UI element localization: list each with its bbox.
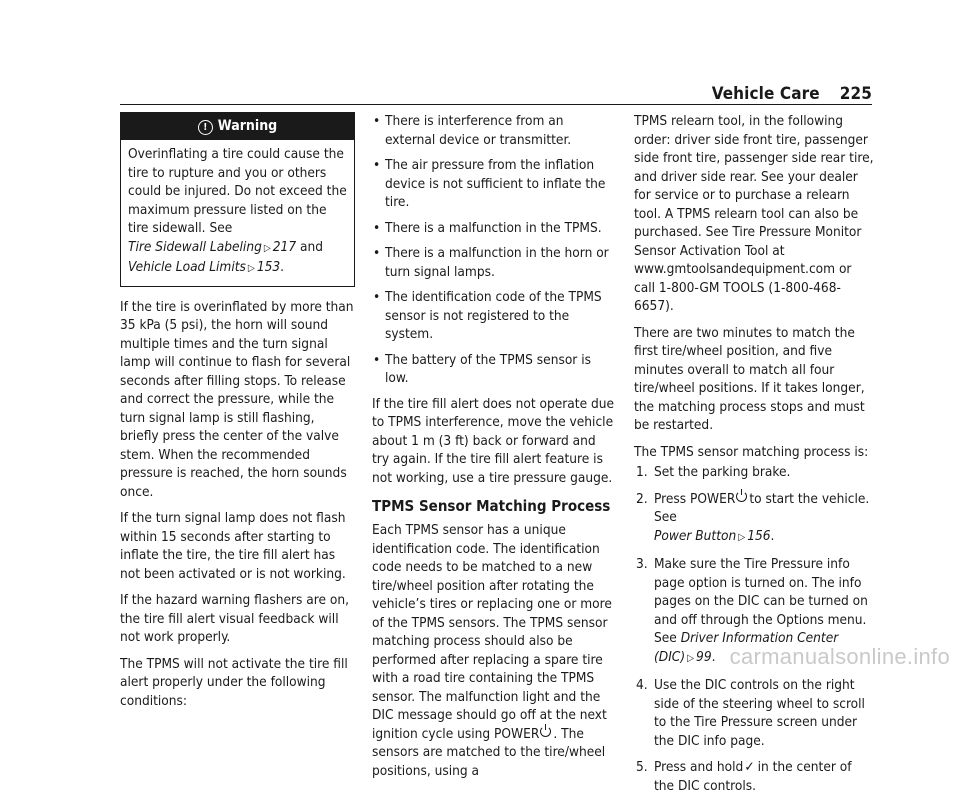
step-text: in the center of the DIC controls. (654, 759, 852, 794)
header-rule (120, 104, 872, 105)
paragraph-text: Each TPMS sensor has a unique identification code. The identification code needs to be matched to a new tire/wheel position after rotating the vehicle’s tires or replacing one or more of the TPMS sensors. The TPMS sensor matching process should also be performed after replacing a spare tire with a road tire containing the TPMS sensor. The malfunction light and the DIC message should go off at the next ignition cycle using POWER (372, 522, 612, 742)
xref-page: 156 (747, 527, 771, 544)
triangle-arrow-icon: ▷ (247, 263, 255, 274)
xref-label: Driver Information Center (DIC) (654, 630, 839, 665)
column-2 (372, 112, 615, 788)
list-item: • There is a malfunction in the TPMS. (372, 219, 615, 238)
paragraph: TPMS relearn tool, in the following order: driver side front tire, passenger side front tire, passenger side rear tire, and driver side rear. See your dealer for service or to purchase a relearn tool. A TPMS relearn tool can also be purchased. See Tire Pressure Monitor Sensor Activation Tool at www.gmtoolsandequipment.com or call 1-800-GM TOOLS (1-800-468-6657). (634, 113, 874, 314)
power-icon (736, 491, 747, 502)
paragraph: There are two minutes to match the first tire/wheel position, and five minutes overall to match all four tire/wheel positions. If it takes longer, the matching process stops and must be restarted. (634, 324, 865, 433)
paragraph: If the tire fill alert does not operate due to TPMS interference, move the vehicle about 1 m (3 ft) back or forward and try again. If the tire fill alert feature is not working, use a tire pressure gauge. (372, 395, 615, 486)
step-item (634, 676, 874, 750)
paragraph: The TPMS will not activate the tire fill alert properly under the following conditions: (120, 655, 348, 709)
list-item: • There is interference from an external device or transmitter. (372, 112, 615, 149)
paragraph (372, 521, 615, 780)
exclamation-circle-icon: ! (198, 120, 213, 135)
step-item (634, 758, 874, 795)
xref-label: Power Button (654, 527, 737, 544)
xref-page: 217 (272, 238, 297, 255)
section-title: Vehicle Care (711, 84, 820, 104)
paragraph: If the hazard warning flashers are on, the tire fill alert visual feedback will not work properly. (120, 592, 350, 645)
xref-page: 153 (256, 259, 281, 275)
list-item: • The air pressure from the inflation device is not sufficient to inflate the tire. (372, 156, 615, 212)
list-item: • There is a malfunction in the horn or turn signal lamps. (372, 244, 615, 281)
steps-list (634, 463, 874, 795)
step-end: . (770, 527, 775, 544)
paragraph: If the tire is overinflated by more than 35 kPa (5 psi), the horn will sound multiple times and the turn signal lamp will continue to flash for several seconds after filling stops. To release and correct the pressure, while the turn signal lamp is still flashing, briefly press the center of the valve stem. When the recommended pressure is reached, the horn sounds once. (120, 298, 354, 500)
xref-vehicle-load-limits[interactable] (128, 259, 280, 275)
xref-label: Tire Sidewall Labeling (128, 238, 262, 255)
step-text: Make sure the Tire Pressure info page option is turned on. The info pages on the DIC can be turned on and off through the Options menu. See (654, 556, 868, 646)
list-item: • The battery of the TPMS sensor is low. (372, 351, 615, 388)
step-item (634, 463, 874, 482)
step-text: Use the DIC controls on the right side of the steering wheel to scroll to the Tire Pressure screen under the DIC info page. (654, 677, 865, 749)
step-text: Press POWER (654, 490, 736, 507)
triangle-arrow-icon: ▷ (263, 242, 271, 254)
step-text: Set the parking brake. (654, 464, 791, 480)
column-1 (120, 112, 355, 718)
section-heading: TPMS Sensor Matching Process (372, 497, 611, 515)
checkmark-icon: ✓ (744, 759, 755, 775)
warning-and: and (300, 238, 324, 255)
paragraph: The TPMS sensor matching process is: (634, 443, 869, 460)
step-end: . (711, 648, 716, 665)
page-header (712, 84, 872, 104)
warning-header (121, 113, 354, 140)
warning-body (121, 140, 354, 286)
page-number: 225 (839, 84, 872, 104)
xref-tire-sidewall-labeling[interactable] (128, 239, 296, 255)
warning-text: Overinflating a tire could cause the tire to rupture and you or others could be injured. Do not exceed the maximum pressure listed on the tire sidewall. See (128, 146, 347, 236)
step-item (634, 490, 874, 548)
xref-label: Vehicle Load Limits (128, 259, 246, 275)
triangle-arrow-icon: ▷ (687, 652, 695, 664)
power-icon (540, 726, 551, 737)
warning-box (120, 112, 355, 287)
triangle-arrow-icon: ▷ (738, 531, 746, 543)
column-3 (634, 112, 874, 803)
paragraph: If the turn signal lamp does not flash within 15 seconds after starting to inflate the tire, the tire fill alert has not been activated or is not working. (120, 510, 346, 582)
xref-power-button[interactable] (654, 528, 771, 544)
warning-end: . (280, 259, 285, 275)
step-text: Press and hold (654, 759, 744, 775)
watermark: carmanualsonline.info (729, 644, 950, 669)
list-item: • The identification code of the TPMS sensor is not registered to the system. (372, 288, 615, 344)
step-text: to start the vehicle. See (654, 490, 870, 525)
xref-page: 99 (696, 648, 712, 665)
paragraph-text: . The sensors are matched to the tire/wheel positions, using a (372, 725, 606, 779)
warning-title: Warning (217, 118, 278, 134)
conditions-list (372, 112, 615, 388)
